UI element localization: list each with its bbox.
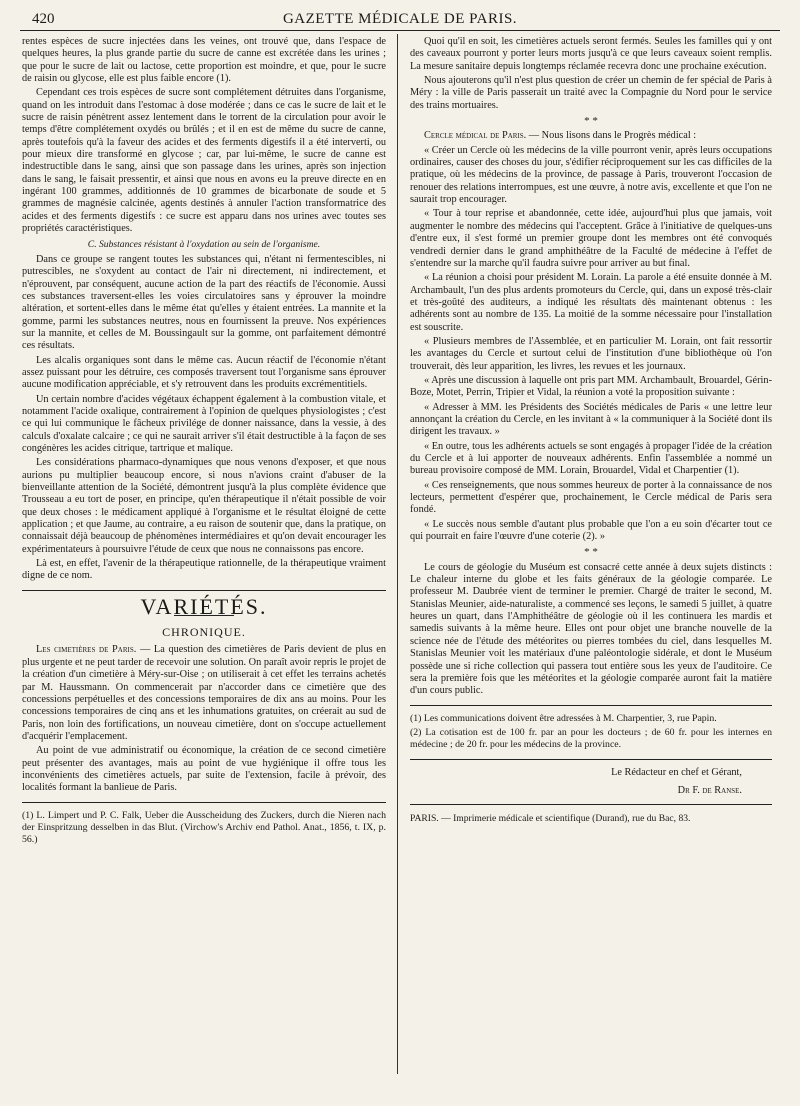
- paragraph: Au point de vue administratif ou économique, la création de ce second cimetière peut présenter des avantages, mais au point de vue hygiénique il offre tous les inconvénients des cimetières actuels, par suite de l'extension, facile à prévoir, des localités formant la banlieue de Paris.: [22, 745, 386, 794]
- paragraph-cercle: [410, 130, 772, 142]
- paragraph: Quoi qu'il en soit, les cimetières actuels seront fermés. Seules les familles qui y ont des caveaux pourront y porter leurs morts jusqu'à ce que leurs caveaux soient remplis. La mesure sanitaire depuis longtemps réclamée recevra donc une prochaine exécution.: [410, 36, 772, 72]
- asterism: * *: [584, 115, 598, 128]
- paragraph: « Adresser à MM. les Présidents des Sociétés médicales de Paris « une lettre leur annonçant la création du Cercle, en les invitant à « la communiquer à la Société dont ils dirigent les travaux. »: [410, 401, 772, 438]
- paragraph-text: — Nous lisons dans le Progrès médical :: [526, 130, 697, 142]
- paragraph-text: — La question des cimetières de Paris devient de plus en plus urgente et ne peut tarder de recevoir une solution. On paraît avoir repris le projet de la création d'un cimetière à Méry-sur-Oise ; on utiliserait à cet effet les terrains achetés par M. Haussmann. On commencerait par n'accorder dans ce cimetière que des concessions perpétuelles et des concessions temporaires de dix ans au moins. Pour les concessions temporaires de cinq ans et les inhumations gratuites, on créerait au sud de Paris, non loin des fortifications, un nouveau cimetière, dont on s'occupe actuellement d'acquérir l'emplacement.: [22, 644, 386, 742]
- paragraph: « Créer un Cercle où les médecins de la ville pourront venir, après leurs occupations ordinaires, causer des choses du jour, s'édifier réciproquement sur les cas difficiles de la pratique, où les médecins de la province, de passage à Paris, trouveront l'occasion de renouer des relations interrompues, est une œuvre, à notre avis, excellente et que l'on ne saurait trop encourager.: [410, 144, 772, 206]
- right-column: [410, 36, 772, 828]
- paragraph: « La réunion a choisi pour président M. Lorain. La parole a été ensuite donnée à M. Archambault, l'un des plus ardents promoteurs du Cercle, qui, dans un exposé très-clair et très-goûté des auditeurs, a indiqué les résultats dès maintenant obtenus : les adhérents sont au nombre de 135. La moitié de la somme nécessaire pour l'installation est souscrite.: [410, 272, 772, 333]
- paragraph: « Le succès nous semble d'autant plus probable que l'on a eu soin d'écarter tout ce qui pourrait en faire l'œuvre d'une coterie (2). »: [410, 518, 772, 543]
- paragraph: Là est, en effet, l'avenir de la thérapeutique rationnelle, de la thérapeutique vraiment digne de ce nom.: [22, 558, 386, 582]
- imprint: PARIS. — Imprimerie médicale et scientifique (Durand), rue du Bac, 83.: [410, 813, 691, 825]
- paragraph: « Plusieurs membres de l'Assemblée, et en particulier M. Lorain, ont fait ressortir les avantages du Cercle et surtout celui de l'institution d'une bibliothèque où l'on trouverait, dès leur apparition, les livres, les revues et les journaux.: [410, 335, 772, 372]
- signature-divider: [410, 759, 772, 760]
- paragraph: rentes espèces de sucre injectées dans les veines, ont trouvé que, dans l'espace de quelques heures, la plus grande partie du sucre de canne est excrétée dans les urines ; que pour le sucre de lait ou lactose, cette proportion est moindre, et que, pour le sucre de raisin ou glycose, elle est plus faible encore (1).: [22, 36, 386, 85]
- paragraph: « En outre, tous les adhérents actuels se sont engagés à propager l'idée de la création du Cercle et à lui apporter de nouveaux adhérents. Enfin l'assemblée a nommé un bureau provisoire composé de MM. Lorain, Brouardel, Vidal et Charpentier (1).: [410, 440, 772, 477]
- lead-in: Les cimetières de Paris.: [36, 644, 137, 656]
- paragraph: « Tour à tour reprise et abandonnée, cette idée, aujourd'hui plus que jamais, voit augmenter le nombre des médecins qui l'acceptent. Grâce à l'initiative de quelques-uns d'entre eux, il s'est formé un premier groupe dont les membres ont été convoqués vendredi dernier dans le grand amphithéâtre de la Faculté de médecine à l'effet de s'entendre sur la marche qu'il faudra suivre pour arriver au but final.: [410, 208, 772, 269]
- column-divider: [397, 34, 398, 1074]
- section-subheading: C. Substances résistant à l'oxydation au sein de l'organisme.: [87, 238, 321, 250]
- section-divider: [22, 590, 386, 591]
- footnote: (1) Les communications doivent être adressées à M. Charpentier, 3, rue Papin.: [410, 712, 717, 724]
- footnote: (2) La cotisation est de 100 fr. par an pour les docteurs ; de 60 fr. pour les internes en médecine ; de 20 fr. pour les médecins de la province.: [410, 726, 772, 751]
- editor-line: Le Rédacteur en chef et Gérant,: [611, 766, 742, 778]
- editor-name: Dr F. de Ranse.: [677, 784, 742, 796]
- footnote-divider: [410, 705, 772, 706]
- paragraph: Un certain nombre d'acides végétaux échappent également à la combustion vitale, et notamment l'acide oxalique, contrairement à l'opinion de quelques physiologistes ; c'est ce qui lui communique le fâcheux privilége de donner naissance, dans la vessie, à des calculs d'oxalate calcaire ; ce qui ne saurait arriver s'il était destructible à la façon de ses congénères les acides citrique, tartrique et malique.: [22, 393, 386, 454]
- page-number: 420: [32, 11, 55, 27]
- page-header: [20, 8, 780, 31]
- lead-in: Cercle médical de Paris.: [424, 130, 527, 142]
- paragraph: Le cours de géologie du Muséum est consacré cette année à deux sujets distincts : Le chaleur interne du globe et les faits généraux de la géologie comparée. Le professeur M. Daubrée vient de terminer le premier. Chargé de traiter le second, M. Stanislas Meunier, aide-naturaliste, a commencé ses leçons, le samedi 5 juillet, à quatre heures un quart, dans l'Amphithéâtre de géologie où il les continuera les mardis et samedis suivants à la même heure. Elles ont pour objet une branche nouvelle de la science née de l'étude des météorites ou pierres tombées du ciel, dans lesquelles M. Stanislas Meunier voit les matériaux d'une paléontologie sidérale, et dont le Muséum possède une si riche collection qui passera tout entière sous les yeux de l'auditoire. Ce sera la première fois que les météorites et la géologie comparée auront fait la matière d'un cours public.: [410, 561, 772, 697]
- left-column: [22, 36, 386, 849]
- imprint-divider: [410, 804, 772, 805]
- asterism: * *: [584, 546, 598, 559]
- footnote: (1) L. Limpert und P. C. Falk, Ueber die Ausscheidung des Zuckers, durch die Nieren nach der Einspritzung desselben in das Blut. (Virchow's Archiv end Pathol. Anat., 1856, t. IX, p. 56.): [22, 809, 386, 846]
- footnote-divider: [22, 802, 386, 803]
- paragraph: Les considérations pharmaco-dynamiques que nous venons d'exposer, et que nous aurions pu multiplier beaucoup encore, si nous n'avions craint d'abuser de la bienveillante attention de la Société, démontrent jusqu'à la plus complète évidence que Trousseau a eu tort de poser, en principe, qu'en thérapeutique il n'était possible de voir que deux choses : le médicament appliqué à l'organisme et le résultat éloigné de cette application ; et que Jaume, au contraire, a eu raison de soutenir que, dans la pratique, on connaissait déjà beaucoup de phénomènes intermédiaires et qu'on devait encourager les expérimentateurs à poursuivre l'étude de ceux que nous ne connaissons pas encore.: [22, 457, 386, 555]
- paragraph: Dans ce groupe se rangent toutes les substances qui, n'étant ni fermentescibles, ni putrescibles, ne s'oxydent au contact de l'air ni directement, ni indirectement, et n'éprouvent, par conséquent, aucune action de la part des réactifs de l'économie. Aussi ces substances traversent-elles les voies circulatoires sans y éprouver la moindre altération, et sortent-elles dans le même état qu'elles y étaient entrées. La mannite et la gomme, parmi les substances neutres, nous en fournissent la preuve. Nos expériences sur la mannite, et celles de M. Boussingault sur la gomme, ont parfaitement démontré ces résultats.: [22, 253, 386, 352]
- paragraph: « Après une discussion à laquelle ont pris part MM. Archambault, Brouardel, Gérin-Boze, Motet, Perrin, Tripier et Vidal, la réunion a voté la proposition suivante :: [410, 374, 772, 399]
- paragraph: Les alcalis organiques sont dans le même cas. Aucun réactif de l'économie n'étant assez puissant pour les détruire, ces composés traversent tout l'organisme sans éprouver aucune modification appréciable, et s'y retrouvent dans les produits excrémentitiels.: [22, 354, 386, 391]
- section-title-varietes: VARIÉTÉS.: [140, 593, 268, 619]
- paragraph: Cependant ces trois espèces de sucre sont complétement détruites dans l'organisme, quand on les introduit dans l'estomac à dose modérée ; dans ce cas le sucre de lait et le sucre de raisin pénètrent assez lentement dans le torrent de la circulation pour avoir le temps d'être complétement oxydés ou brûlés ; et il en est de même du sucre de canne, après toutefois qu'à la faveur des acides et des ferments digestifs il a été interverti, ou pour mieux dire transformé en glycose ; car, par lui-même, le sucre de canne est indestructible dans le sang, ainsi que son passage dans les urines, après son injection dans le sang, le faisait pressentir, et ainsi que nous en avons eu la preuve directe en en ingérant 100 grammes, additionnés de 10 grammes de bicarbonate de soude et 5 grammes de magnésie calcinée, agents destinés à annuler l'action transformatrice des acides et des ferments digestifs : ce sucre est apparu dans nos urines avec toutes ses propriétés caractéristiques.: [22, 87, 386, 235]
- section-title-chronique: CHRONIQUE.: [162, 625, 246, 640]
- paragraph: « Ces renseignements, que nous sommes heureux de porter à la connaissance de nos lecteurs, permettent d'espérer que, prochainement, le Cercle médical de Paris sera fondé.: [410, 479, 772, 516]
- paragraph: Nous ajouterons qu'il n'est plus question de créer un chemin de fer spécial de Paris à Méry : la ville de Paris passerait un traité avec la Compagnie du Nord pour le service des trains mortuaires.: [410, 75, 772, 111]
- journal-title: GAZETTE MÉDICALE DE PARIS.: [282, 11, 518, 27]
- paragraph-cimetieres: [22, 644, 386, 743]
